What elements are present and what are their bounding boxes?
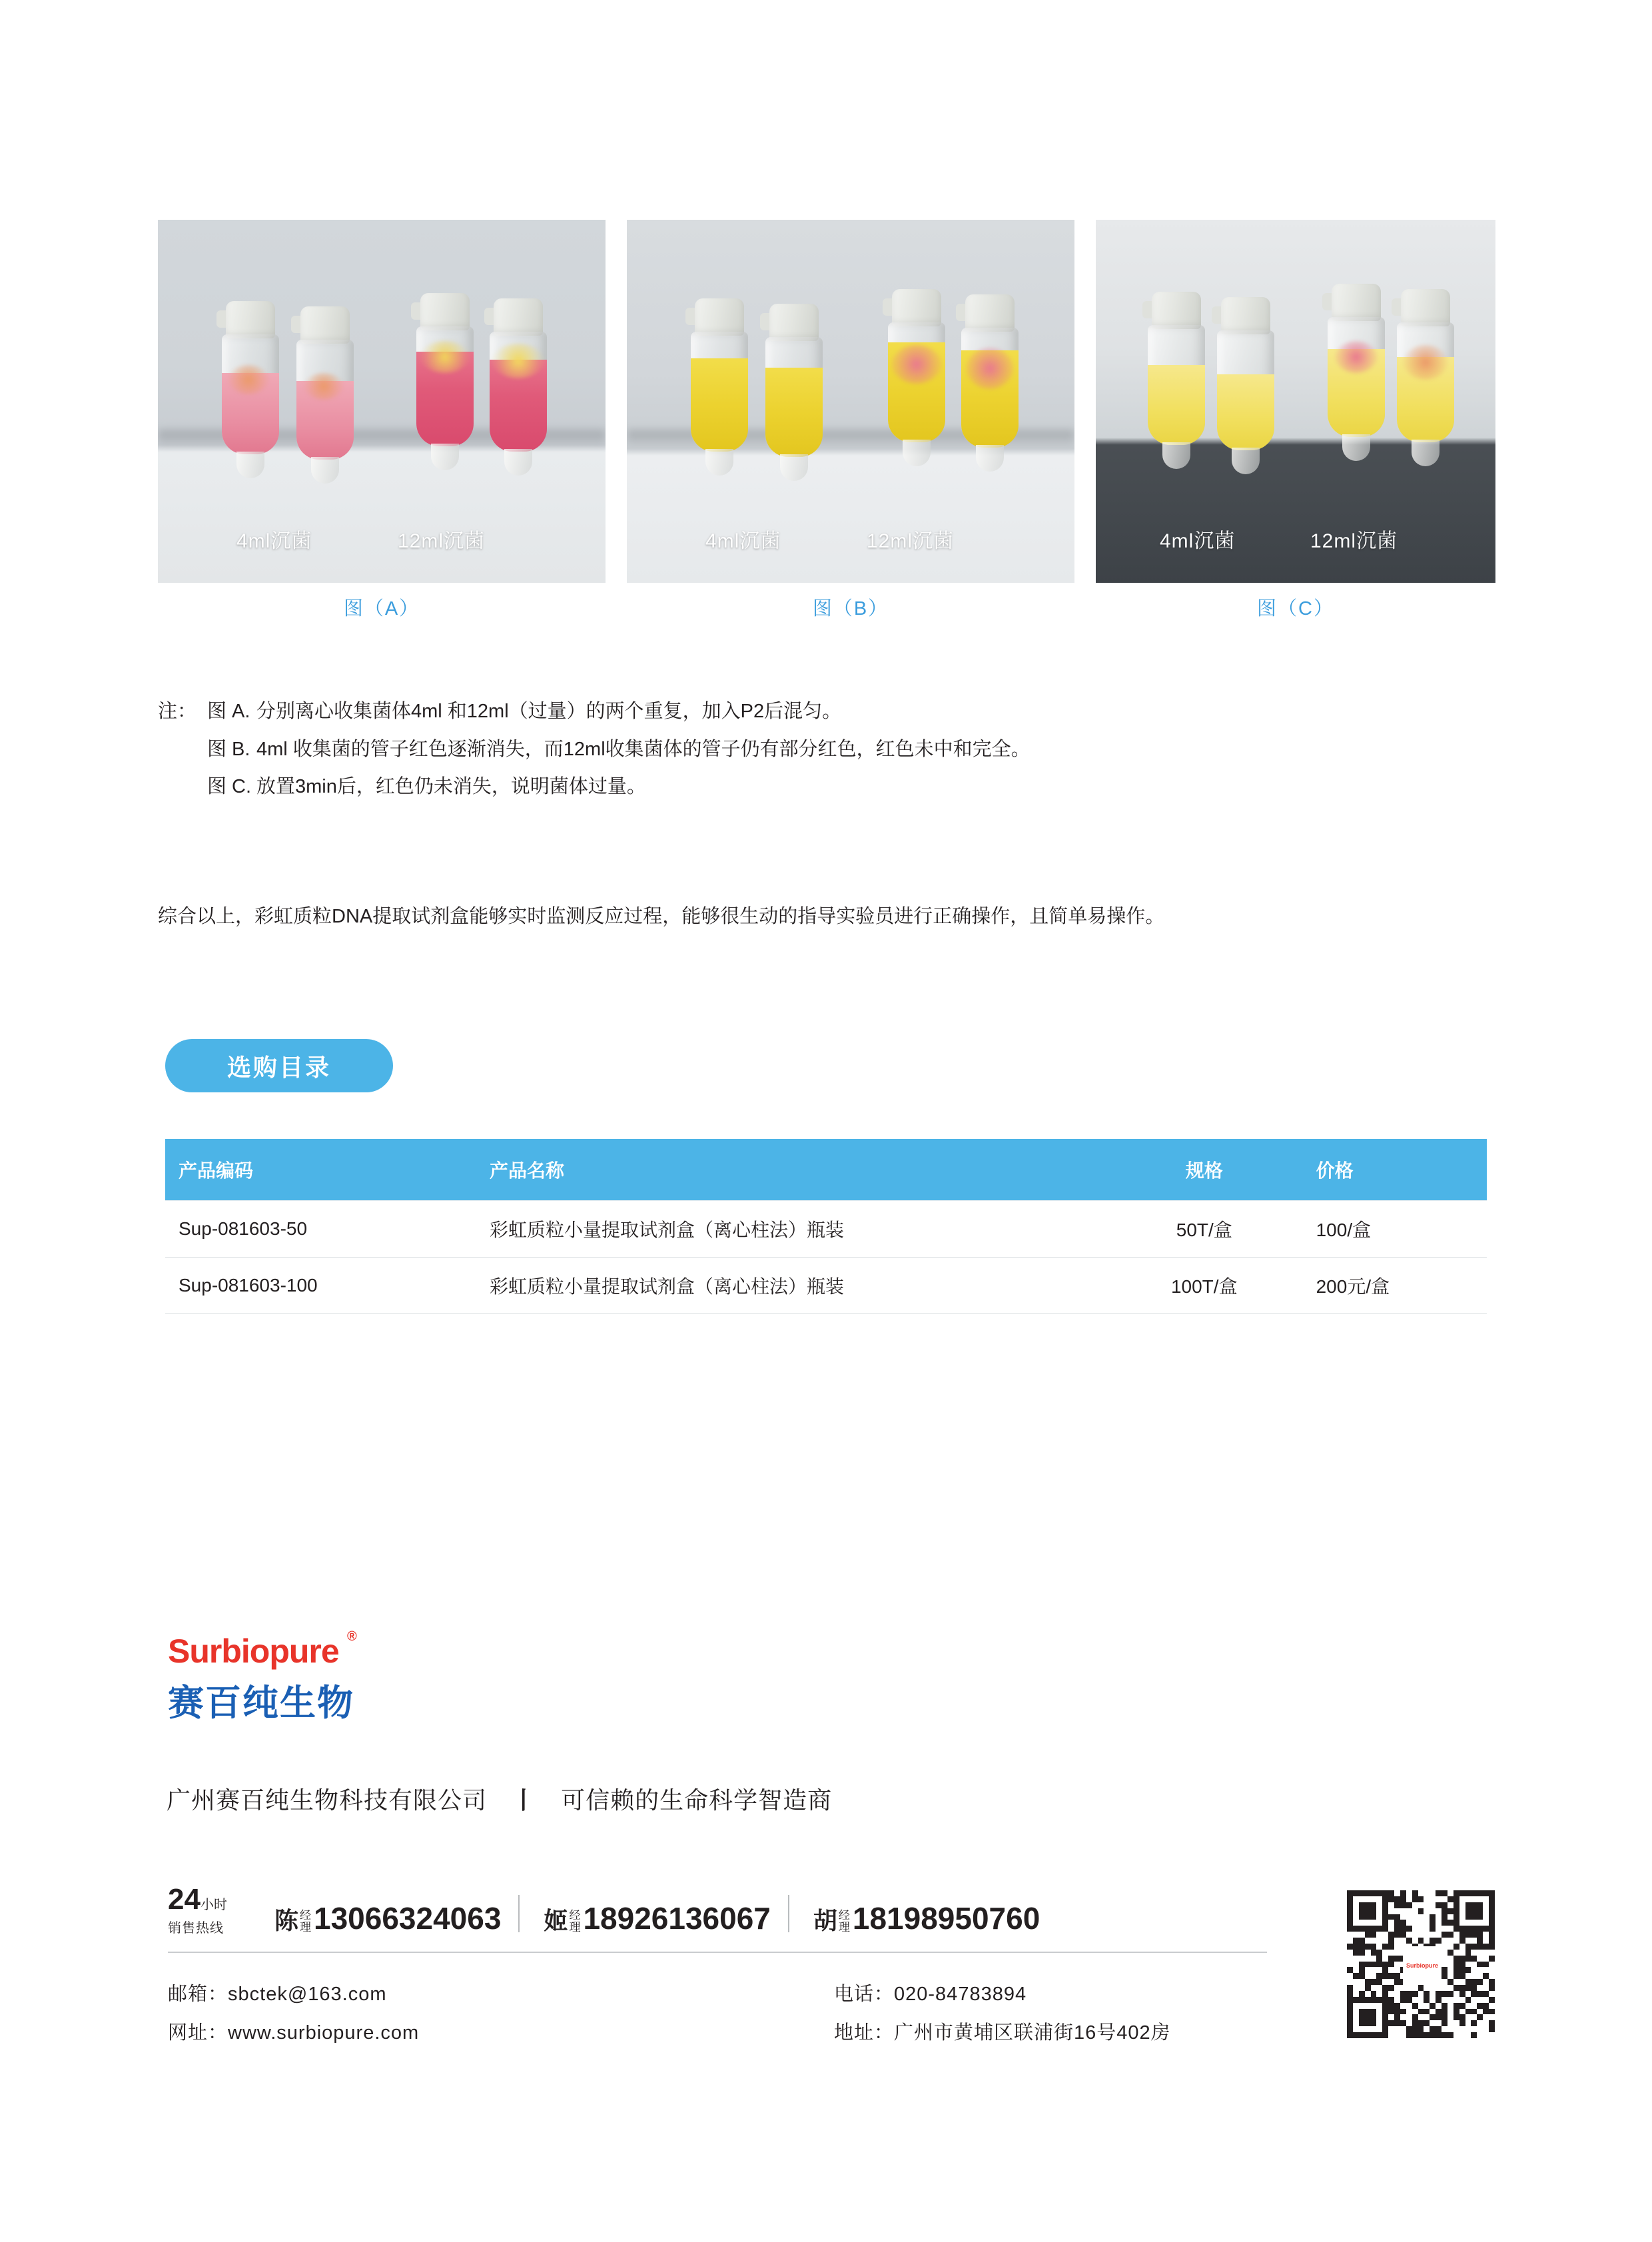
hotline-unit: 小时 bbox=[200, 1898, 227, 1912]
tube-body bbox=[1148, 325, 1205, 445]
cell-name: 彩虹质粒小量提取试剂盒（离心柱法）瓶装 bbox=[476, 1258, 1107, 1314]
brand-logo-text: Surbiopure bbox=[168, 1633, 339, 1670]
cell-price: 100/盒 bbox=[1302, 1201, 1487, 1258]
contact-1[interactable] bbox=[274, 1900, 501, 1936]
notes-spacer bbox=[158, 768, 207, 806]
addr-value: 广州市黄埔区联浦街16号402房 bbox=[894, 2022, 1171, 2044]
contact-3-surname: 胡 bbox=[813, 1907, 837, 1934]
cell-spec: 100T/盒 bbox=[1107, 1258, 1302, 1314]
figure-a-label-left: 4ml沉菌 bbox=[236, 530, 312, 552]
figure-a-photo bbox=[158, 220, 606, 583]
tube-cap bbox=[1401, 289, 1450, 326]
qr-code bbox=[1347, 1890, 1495, 2038]
tube-tip bbox=[504, 449, 532, 476]
table-header-row bbox=[165, 1139, 1487, 1201]
footer-tel-row bbox=[834, 1975, 1267, 2014]
contact-role-bottom: 理 bbox=[838, 1921, 850, 1934]
hotline-sub-label: 销售热线 bbox=[168, 1921, 224, 1936]
figure-b bbox=[627, 220, 1074, 621]
hotline-24h-number bbox=[168, 1885, 268, 1914]
figure-c-label-left: 4ml沉菌 bbox=[1160, 530, 1236, 552]
tube-red-residue bbox=[1404, 345, 1447, 380]
note-c-text: 放置3min后，红色仍未消失，说明菌体过量。 bbox=[256, 776, 646, 798]
addr-label: 地址： bbox=[834, 2022, 895, 2044]
footer-details bbox=[168, 1975, 1267, 2052]
tube-red-residue bbox=[892, 345, 941, 384]
footer-email-row bbox=[168, 1975, 834, 2014]
tube-tip bbox=[705, 449, 733, 476]
company-line bbox=[167, 1782, 832, 1816]
tube-tip bbox=[1412, 440, 1440, 466]
tube-cap bbox=[300, 306, 350, 344]
company-name: 广州赛百纯生物科技有限公司 bbox=[167, 1786, 488, 1814]
tube-body bbox=[1217, 330, 1274, 450]
tube-b1 bbox=[691, 298, 748, 478]
figure-c bbox=[1096, 220, 1495, 621]
tube-body bbox=[888, 322, 945, 442]
tube-body bbox=[296, 340, 354, 460]
registered-trademark-icon: ® bbox=[346, 1629, 356, 1644]
tube-cap bbox=[494, 298, 543, 336]
contact-divider bbox=[518, 1895, 520, 1932]
cell-name: 彩虹质粒小量提取试剂盒（离心柱法）瓶装 bbox=[476, 1201, 1107, 1258]
tube-body bbox=[490, 332, 547, 452]
note-row-b bbox=[158, 731, 1510, 769]
qr-center-logo: Surbiopure bbox=[1403, 1946, 1442, 1985]
cell-spec: 50T/盒 bbox=[1107, 1201, 1302, 1258]
tube-tip bbox=[903, 440, 931, 466]
section-badge-catalog: 选购目录 bbox=[165, 1039, 393, 1092]
contact-2-surname: 姬 bbox=[544, 1907, 568, 1934]
note-b-text: 4ml 收集菌的管子红色逐渐消失，而12ml收集菌体的管子仍有部分红色，红色未中和完全。 bbox=[256, 738, 1031, 760]
tube-body bbox=[416, 326, 474, 446]
contact-role-bottom: 理 bbox=[569, 1921, 581, 1934]
tube-cap bbox=[420, 293, 470, 330]
contact-2[interactable] bbox=[544, 1900, 770, 1936]
figure-a-label-right: 12ml沉菌 bbox=[398, 530, 486, 552]
summary-paragraph: 综合以上，彩虹质粒DNA提取试剂盒能够实时监测反应过程，能够很生动的指导实验员进行正确操作，且简单易操作。 bbox=[158, 906, 1165, 927]
tube-body bbox=[691, 332, 748, 452]
note-a-label: 图 A. bbox=[207, 701, 250, 722]
tube-c2 bbox=[1217, 297, 1274, 477]
table-header-name: 产品名称 bbox=[476, 1139, 1107, 1201]
tube-tip bbox=[236, 452, 264, 478]
tube-liquid bbox=[765, 368, 823, 457]
site-value[interactable]: www.surbiopure.com bbox=[228, 2022, 420, 2044]
figure-b-caption: 图（B） bbox=[812, 598, 889, 619]
brand-logo bbox=[168, 1629, 448, 1726]
company-separator: 丨 bbox=[512, 1786, 537, 1814]
tube-c3 bbox=[1328, 284, 1385, 464]
tube-cap bbox=[1221, 297, 1270, 334]
tube-pellet bbox=[228, 365, 268, 394]
contact-role-top: 经 bbox=[300, 1909, 312, 1922]
tube-body bbox=[1328, 317, 1385, 437]
tube-liquid bbox=[691, 358, 748, 452]
note-a-text: 分别离心收集菌体4ml 和12ml（过量）的两个重复，加入P2后混匀。 bbox=[256, 701, 842, 722]
contact-divider bbox=[788, 1895, 789, 1932]
email-value[interactable]: sbctek@163.com bbox=[228, 1984, 387, 2005]
contact-role-bottom: 理 bbox=[300, 1921, 312, 1934]
tube-body bbox=[222, 334, 279, 454]
note-b-label: 图 B. bbox=[207, 738, 250, 760]
tube-pellet bbox=[492, 344, 544, 378]
hotline-number: 24 bbox=[168, 1883, 201, 1916]
footer-divider bbox=[168, 1952, 1267, 1953]
tube-b2 bbox=[765, 304, 823, 484]
tube-b3 bbox=[888, 289, 945, 469]
tube-pellet bbox=[420, 341, 470, 373]
tube-liquid bbox=[1217, 374, 1274, 450]
product-catalog-table bbox=[165, 1139, 1487, 1314]
tube-a4 bbox=[490, 298, 547, 478]
table-row bbox=[165, 1258, 1487, 1314]
tube-body bbox=[765, 337, 823, 457]
contact-3-role bbox=[839, 1910, 850, 1934]
tube-tip bbox=[1162, 442, 1190, 469]
figure-b-label-left: 4ml沉菌 bbox=[705, 530, 781, 552]
tube-a1 bbox=[222, 301, 279, 481]
company-slogan: 可信赖的生命科学智造商 bbox=[561, 1786, 833, 1814]
figure-a-caption: 图（A） bbox=[343, 598, 420, 619]
tube-cap bbox=[1332, 284, 1381, 321]
table-row bbox=[165, 1201, 1487, 1258]
hotline-24h bbox=[168, 1885, 268, 1936]
figure-c-photo bbox=[1096, 220, 1495, 583]
contact-1-role bbox=[300, 1910, 311, 1934]
contact-role-top: 经 bbox=[569, 1909, 581, 1922]
contact-role-top: 经 bbox=[838, 1909, 850, 1922]
contact-3[interactable] bbox=[813, 1900, 1040, 1936]
tube-tip bbox=[976, 445, 1004, 472]
table-header-code: 产品编码 bbox=[165, 1139, 476, 1201]
tube-cap bbox=[226, 301, 275, 338]
note-row-a bbox=[158, 693, 1510, 731]
contact-2-role bbox=[569, 1910, 580, 1934]
table-header-price: 价格 bbox=[1302, 1139, 1487, 1201]
contact-1-phone[interactable]: 13066324063 bbox=[314, 1901, 502, 1936]
tube-red-residue bbox=[1336, 341, 1377, 373]
tube-body bbox=[1397, 322, 1454, 442]
footer-addr-row bbox=[834, 2014, 1267, 2052]
tube-pellet bbox=[304, 373, 343, 400]
notes-spacer bbox=[158, 731, 207, 769]
tube-c4 bbox=[1397, 289, 1454, 469]
qr-code-matrix bbox=[1347, 1890, 1495, 2038]
footer-site-row bbox=[168, 2014, 834, 2052]
tube-tip bbox=[431, 444, 459, 470]
tube-b4 bbox=[961, 294, 1019, 474]
note-c-label: 图 C. bbox=[207, 776, 252, 798]
figure-b-label-right: 12ml沉菌 bbox=[867, 530, 955, 552]
tube-tip bbox=[311, 457, 339, 484]
table-header-spec: 规格 bbox=[1107, 1139, 1302, 1201]
tube-body bbox=[961, 328, 1019, 448]
notes-block bbox=[158, 693, 1510, 806]
email-label: 邮箱： bbox=[168, 1984, 228, 2005]
figure-c-label-right: 12ml沉菌 bbox=[1310, 530, 1398, 552]
cell-code: Sup-081603-50 bbox=[165, 1201, 476, 1258]
tel-label: 电话： bbox=[834, 1984, 895, 2005]
tube-cap bbox=[769, 304, 819, 341]
tube-liquid bbox=[1148, 365, 1205, 445]
tube-cap bbox=[695, 298, 744, 336]
brand-logo-chinese: 赛百纯生物 bbox=[168, 1683, 354, 1723]
cell-price: 200元/盒 bbox=[1302, 1258, 1487, 1314]
note-row-c bbox=[158, 768, 1510, 806]
tel-value: 020-84783894 bbox=[894, 1984, 1027, 2005]
figure-a bbox=[158, 220, 606, 621]
tube-c1 bbox=[1148, 292, 1205, 472]
contact-3-phone[interactable]: 18198950760 bbox=[852, 1901, 1040, 1936]
tube-tip bbox=[780, 454, 808, 481]
brand-logo-mark bbox=[168, 1629, 356, 1671]
tube-red-residue bbox=[967, 348, 1013, 389]
tube-a2 bbox=[296, 306, 354, 486]
site-label: 网址： bbox=[168, 2022, 228, 2044]
notes-prefix: 注： bbox=[158, 701, 197, 722]
contact-2-phone[interactable]: 18926136067 bbox=[583, 1901, 771, 1936]
tube-a3 bbox=[416, 293, 474, 473]
figure-c-caption: 图（C） bbox=[1257, 598, 1334, 619]
tube-cap bbox=[1152, 292, 1201, 329]
contact-1-surname: 陈 bbox=[274, 1907, 299, 1934]
tube-tip bbox=[1342, 434, 1370, 461]
figure-row bbox=[158, 220, 1490, 621]
tube-cap bbox=[892, 289, 941, 326]
figure-b-photo bbox=[627, 220, 1074, 583]
tube-tip bbox=[1232, 448, 1260, 474]
hotline-block bbox=[168, 1885, 1287, 1936]
tube-cap bbox=[965, 294, 1015, 332]
cell-code: Sup-081603-100 bbox=[165, 1258, 476, 1314]
